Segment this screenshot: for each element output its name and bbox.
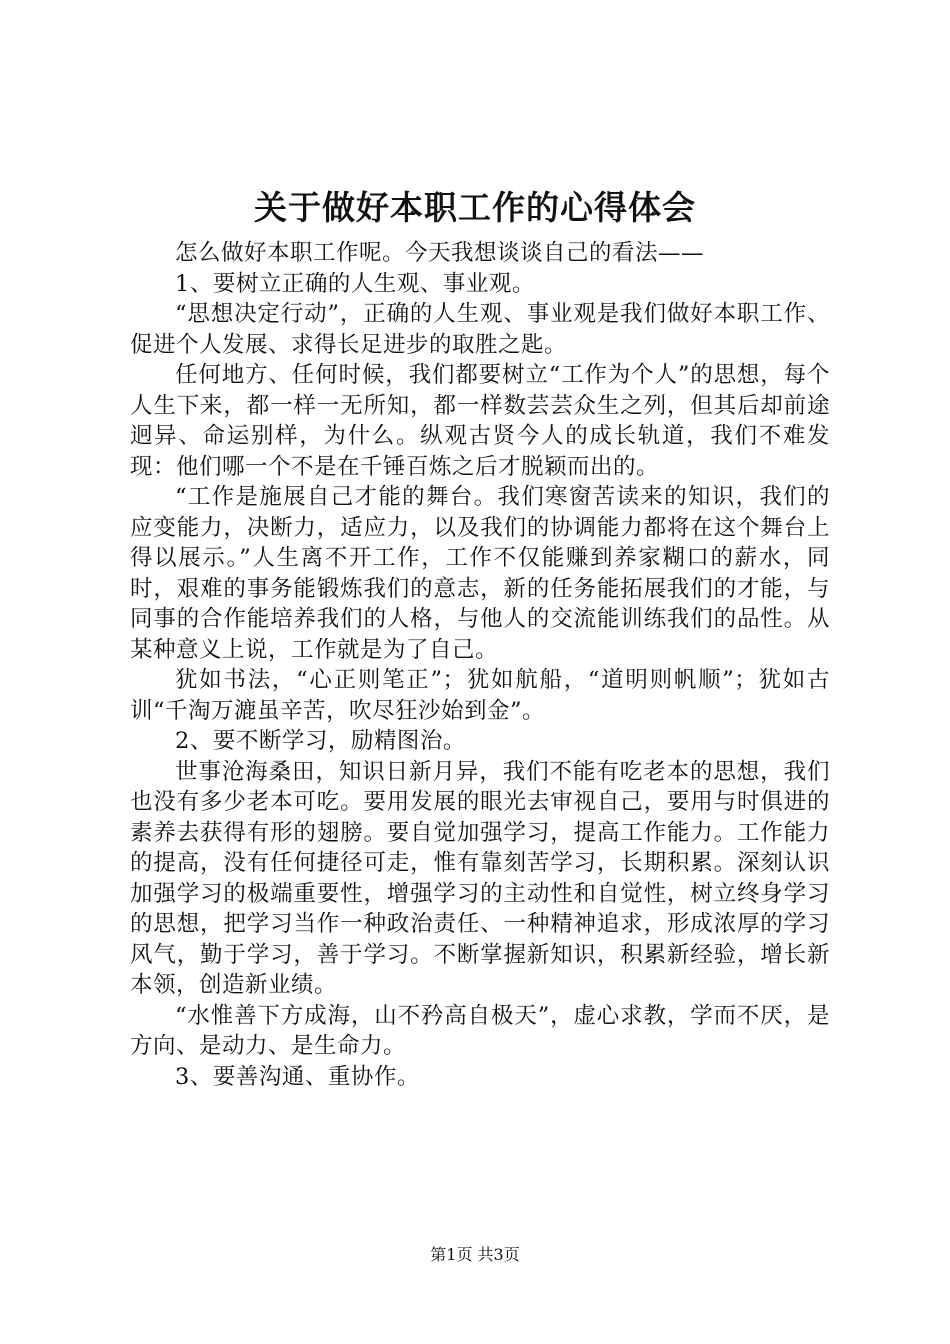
page-number-footer: 第1页 共3页 — [430, 1245, 520, 1264]
paragraph: 任何地方、任何时候，我们都要树立“工作为个人”的思想，每个人生下来，都一样一无所知，都一样数芸芸众生之列，但其后却前途迥异、命运别样，为什么。纵观古贤今人的成长轨道，我们不难发现：他们哪一个不是在千锤百炼之后才脱颖而出的。 — [130, 362, 830, 480]
paragraph-heading-2: 2、要不断学习，励精图治。 — [175, 728, 466, 754]
document-title: 关于做好本职工作的心得体会 — [254, 188, 696, 227]
paragraph: 犹如书法，“心正则笔正”；犹如航船，“道明则帆顺”；犹如古训“千淘万漉虽辛苦，吹尽狂沙始到金”。 — [130, 667, 830, 724]
paragraph: “工作是施展自己才能的舞台。我们寒窗苦读来的知识，我们的应变能力，决断力，适应力，以及我们的协调能力都将在这个舞台上得以展示。”人生离不开工作，工作不仅能赚到养家糊口的薪水，同时，艰难的事务能锻炼我们的意志，新的任务能拓展我们的才能，与同事的合作能培养我们的人格，与他人的交流能训练我们的品性。从某种意义上说，工作就是为了自己。 — [130, 484, 830, 663]
document-body — [130, 238, 830, 1092]
paragraph: “思想决定行动”，正确的人生观、事业观是我们做好本职工作、促进个人发展、求得长足进步的取胜之匙。 — [130, 301, 830, 358]
paragraph-heading-1: 1、要树立正确的人生观、事业观。 — [175, 270, 535, 297]
paragraph-heading-3: 3、要善沟通、重协作。 — [175, 1063, 420, 1090]
paragraph: 世事沧海桑田，知识日新月异，我们不能有吃老本的思想，我们也没有多少老本可吃。要用发展的眼光去审视自己，要用与时俱进的素养去获得有形的翅膀。要自觉加强学习，提高工作能力。工作能力的提高，没有任何捷径可走，惟有靠刻苦学习，长期积累。深刻认识加强学习的极端重要性，增强学习的主动性和自觉性，树立终身学习的思想，把学习当作一种政治责任、一种精神追求，形成浓厚的学习风气，勤于学习，善于学习。不断掌握新知识，积累新经验，增长新本领，创造新业绩。 — [130, 758, 830, 998]
paragraph-intro: 怎么做好本职工作呢。今天我想谈谈自己的看法—— — [175, 240, 705, 266]
paragraph: “水惟善下方成海，山不矜高自极天”，虚心求教，学而不厌，是方向、是动力、是生命力。 — [130, 1002, 830, 1059]
